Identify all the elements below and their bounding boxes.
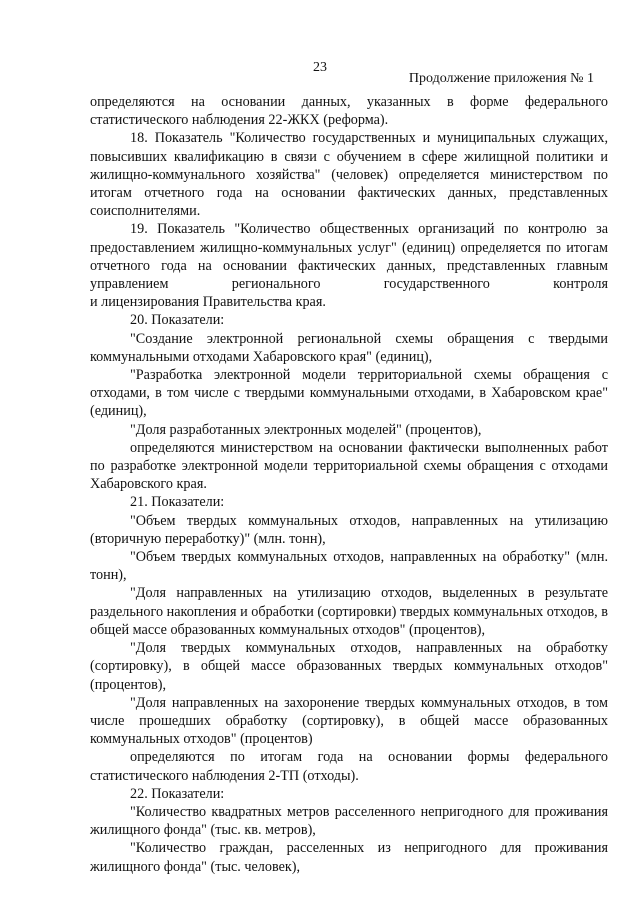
- indicator-text: "Разработка электронной модели территориальной схемы обращения с отходами, в том числе с твердыми коммунальными отходами, в Хабаровском крае" (единиц),: [90, 367, 608, 420]
- indicator-text: "Доля направленных на захоронение твердых коммунальных отходов, в том числе прошедших обработку (сортировку), в общей массе образованных коммунальных отходов" (процентов): [90, 694, 608, 748]
- paragraph-item-18: 18. Показатель "Количество государственных и муниципальных служащих, повысивших квалификацию в связи с обучением в сфере жилищной политики и жилищно-коммунального хозяйства" (человек) определяется министерством по итогам отчетного года на основании фактических данных, представленных соисполнителями.: [90, 130, 608, 220]
- appendix-continuation-label: Продолжение приложения № 1: [408, 71, 594, 86]
- paragraph: определяются по итогам года на основании формы федерального статистического наблюдения 2-ТП (отходы).: [90, 749, 608, 784]
- page-number: 23: [313, 60, 327, 75]
- indicator-text: "Доля разработанных электронных моделей" (процентов),: [130, 421, 482, 438]
- paragraph: определяются на основании данных, указанных в форме федерального статистического наблюдения 22-ЖКХ (реформа).: [90, 94, 608, 129]
- indicator-text: "Количество квадратных метров расселенного непригодного для проживания жилищного фонда" (тыс. кв. метров),: [90, 803, 608, 839]
- section-heading-20: 20. Показатели:: [130, 312, 225, 329]
- indicator-text: "Объем твердых коммунальных отходов, направленных на утилизацию (вторичную переработку)" (млн. тонн),: [90, 512, 608, 547]
- paragraph-item-19: 19. Показатель "Количество общественных организаций по контролю за предоставлением жилищно-коммунальных услуг" (единиц) определяется по итогам отчетного года на основании фактических данных, представленных главным управлением регионального государственного контроля: [90, 221, 608, 293]
- indicator-text: "Доля твердых коммунальных отходов, направленных на обработку (сортировку), в общей массе образованных твердых коммунальных отходов" (процентов),: [90, 640, 608, 693]
- paragraph-item-19-end: и лицензирования Правительства края.: [90, 294, 326, 311]
- paragraph: определяются министерством на основании фактически выполненных работ по разработке электронной модели территориальной схемы обращения с отходами Хабаровского края.: [90, 439, 608, 493]
- document-body: [90, 93, 608, 876]
- indicator-text: "Доля направленных на утилизацию отходов, выделенных в результате раздельного накопления и обработки (сортировки) твердых коммунальных отходов, в общей массе образованных коммунальных отходов" (процентов),: [90, 585, 608, 638]
- indicator-text: "Создание электронной региональной схемы обращения с твердыми коммунальными отходами Хабаровского края" (единиц),: [90, 330, 608, 365]
- section-heading-21: 21. Показатели:: [130, 494, 225, 511]
- indicator-text: "Количество граждан, расселенных из непригодного для проживания жилищного фонда" (тыс. человек),: [90, 840, 608, 875]
- section-heading-22: 22. Показатели:: [130, 785, 225, 802]
- indicator-text: "Объем твердых коммунальных отходов, направленных на обработку" (млн. тонн),: [90, 549, 608, 584]
